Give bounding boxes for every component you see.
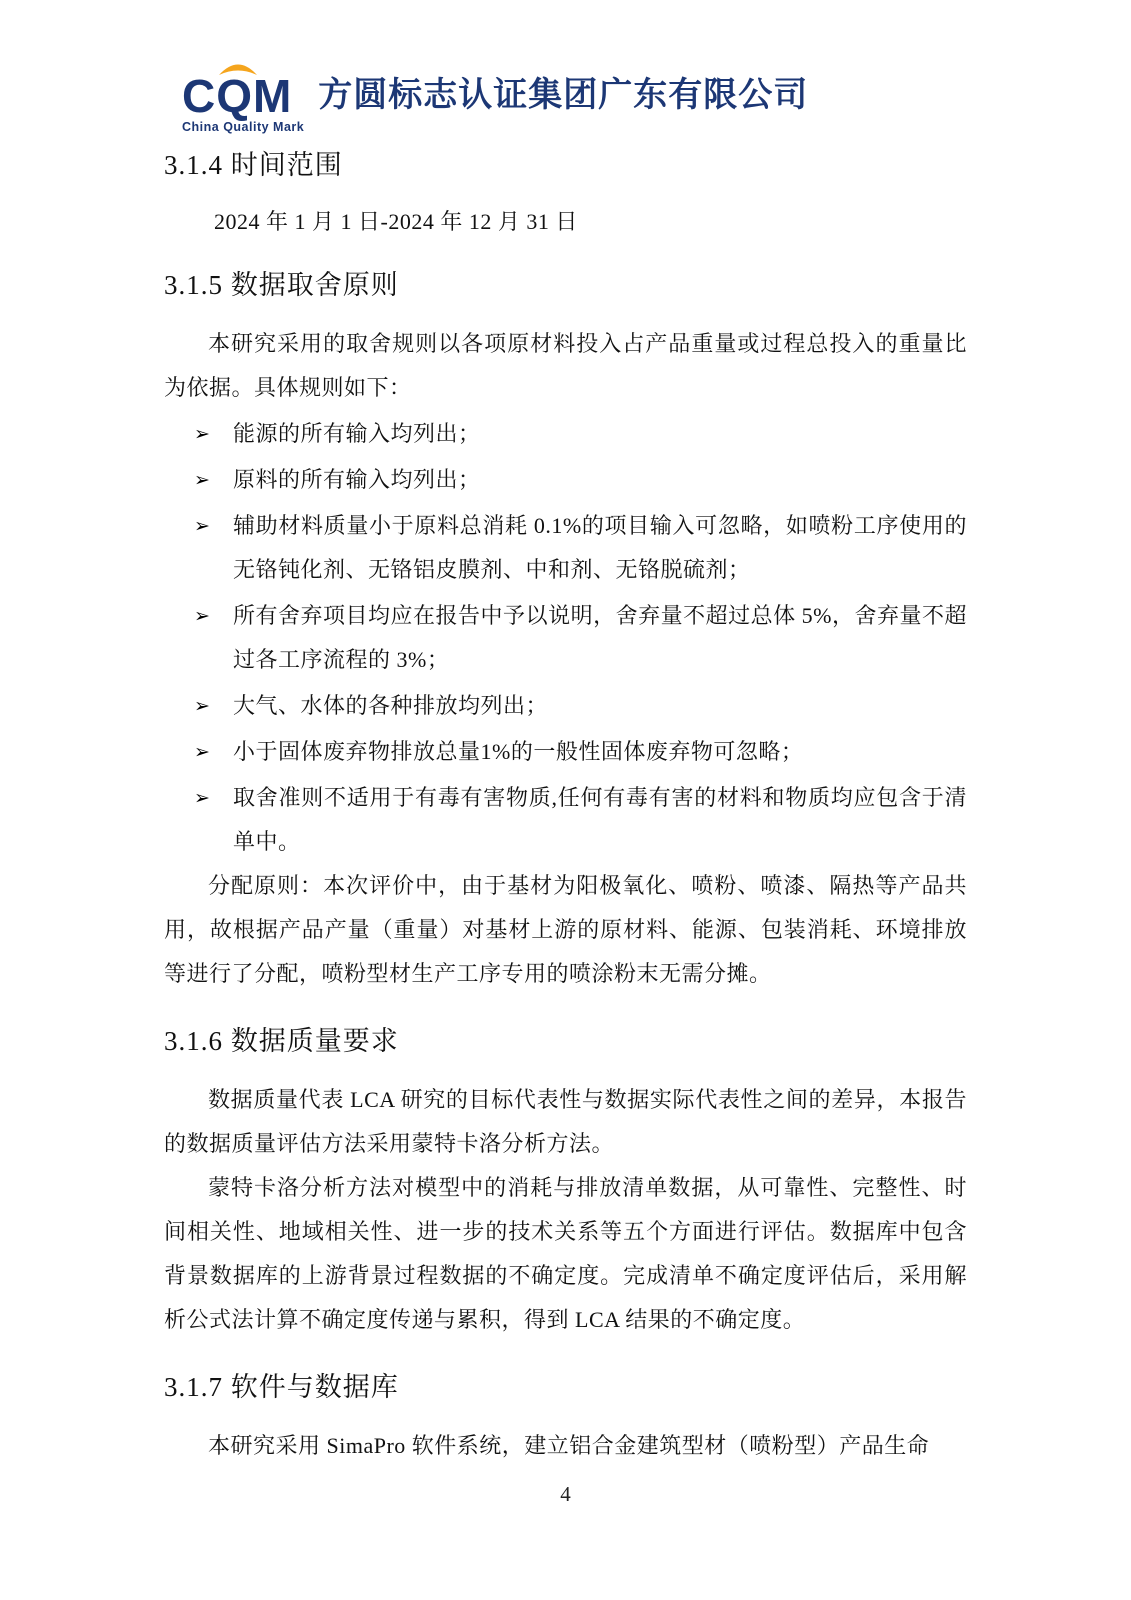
rules-list (164, 412, 967, 864)
arrow-bullet-icon: ➢ (194, 423, 211, 445)
section-heading-314: 3.1.4 时间范围 (164, 150, 343, 180)
list-item (164, 684, 967, 728)
allocation-paragraph: 分配原则：本次评价中，由于基材为阳极氧化、喷粉、喷漆、隔热等产品共用，故根据产品产量（重量）对基材上游的原材料、能源、包装消耗、环境排放等进行了分配，喷粉型材生产工序专用的喷涂粉末无需分摊。 (164, 873, 967, 986)
list-item-text: 辅助材料质量小于原料总消耗 0.1%的项目输入可忽略，如喷粉工序使用的无铬钝化剂、无铬铝皮膜剂、中和剂、无铬脱硫剂； (233, 513, 967, 582)
rules-intro-paragraph: 本研究采用的取舍规则以各项原材料投入占产品重量或过程总投入的重量比为依据。具体规则如下： (164, 331, 967, 400)
arrow-bullet-icon: ➢ (194, 469, 211, 491)
arrow-bullet-icon: ➢ (194, 695, 211, 717)
page-number: 4 (560, 1482, 571, 1506)
list-item-text: 所有舍弃项目均应在报告中予以说明，舍弃量不超过总体 5%，舍弃量不超过各工序流程的 3%； (233, 603, 967, 672)
cqm-logo (182, 61, 304, 134)
list-item (164, 412, 967, 456)
company-name: 方圆标志认证集团广东有限公司 (318, 75, 809, 114)
quality-paragraph-1: 数据质量代表 LCA 研究的目标代表性与数据实际代表性之间的差异，本报告的数据质量评估方法采用蒙特卡洛分析方法。 (164, 1087, 967, 1156)
list-item (164, 504, 967, 592)
arrow-bullet-icon: ➢ (194, 741, 211, 763)
list-item (164, 458, 967, 502)
section-heading-315: 3.1.5 数据取舍原则 (164, 270, 399, 300)
list-item (164, 594, 967, 682)
document-body (164, 146, 967, 1468)
list-item-text: 能源的所有输入均列出； (233, 421, 481, 446)
list-item-text: 大气、水体的各种排放均列出； (233, 693, 549, 718)
logo-acronym: CQM (182, 69, 293, 122)
list-item (164, 730, 967, 774)
date-range-text: 2024 年 1 月 1 日-2024 年 12 月 31 日 (214, 209, 578, 234)
section-heading-317: 3.1.7 软件与数据库 (164, 1372, 399, 1402)
header-logo (182, 58, 967, 136)
list-item-text: 小于固体废弃物排放总量1%的一般性固体废弃物可忽略； (233, 739, 804, 764)
logo-arc-icon (218, 61, 258, 76)
list-item-text: 原料的所有输入均列出； (233, 467, 481, 492)
list-item (164, 776, 967, 864)
arrow-bullet-icon: ➢ (194, 605, 211, 627)
section-heading-316: 3.1.6 数据质量要求 (164, 1026, 399, 1056)
arrow-bullet-icon: ➢ (194, 787, 211, 809)
quality-paragraph-2: 蒙特卡洛分析方法对模型中的消耗与排放清单数据，从可靠性、完整性、时间相关性、地域相关性、进一步的技术关系等五个方面进行评估。数据库中包含背景数据库的上游背景过程数据的不确定度。完成清单不确定度评估后，采用解析公式法计算不确定度传递与累积，得到 LCA 结果的不确定度。 (164, 1175, 967, 1332)
list-item-text: 取舍准则不适用于有毒有害物质,任何有毒有害的材料和物质均应包含于清单中。 (233, 785, 967, 854)
logo-tagline: China Quality Mark (182, 119, 305, 134)
arrow-bullet-icon: ➢ (194, 515, 211, 537)
software-paragraph: 本研究采用 SimaPro 软件系统，建立铝合金建筑型材（喷粉型）产品生命 (208, 1433, 930, 1458)
